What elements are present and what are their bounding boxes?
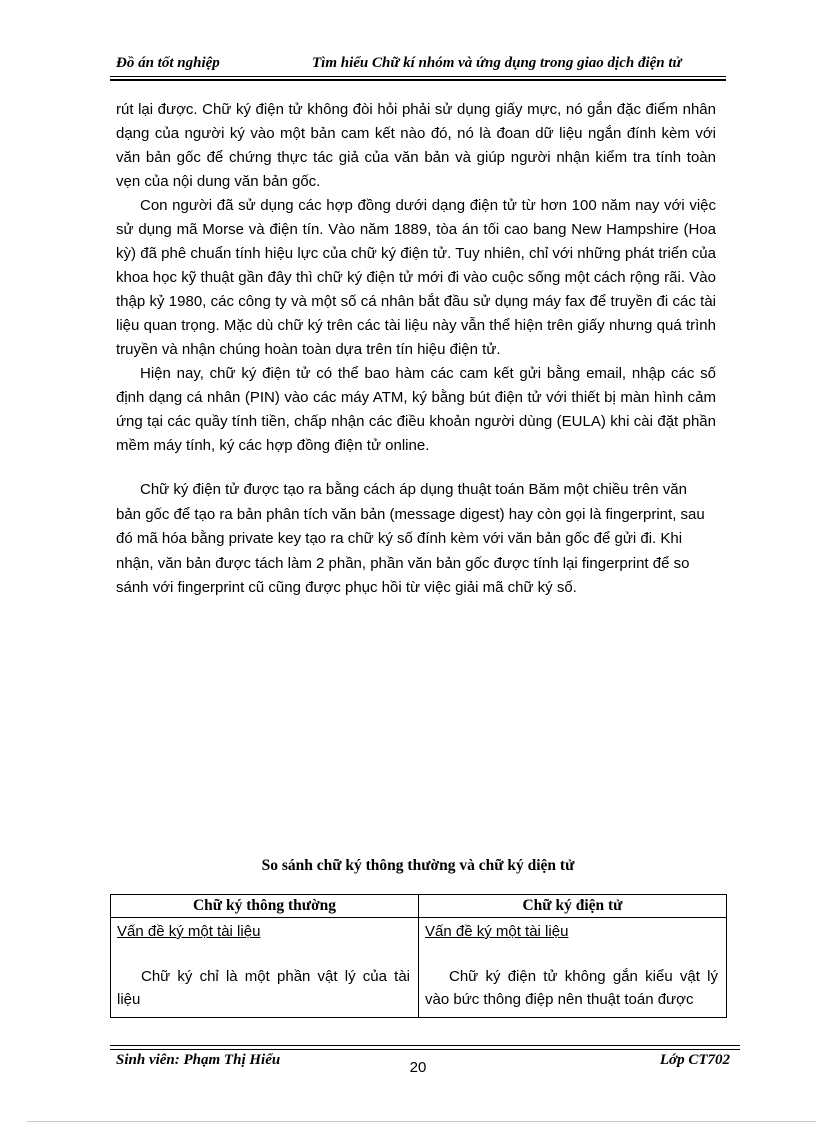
footer-student-name: Sinh viên: Phạm Thị Hiểu — [116, 1052, 281, 1068]
header-rule-thick — [110, 79, 726, 81]
cell-subheading: Vấn đề ký một tài liệu — [117, 923, 261, 940]
table-caption: So sánh chữ ký thông thường và chữ ký diện tử — [261, 857, 575, 874]
paragraph-4: Chữ ký điện tử được tạo ra bằng cách áp dụng thuật toán Băm một chiều trên văn bản gốc để tạo ra bản phân tích văn bản (message digest) hay còn gọi là fingerprint, sau đó mã hóa bằng private key tạo ra chữ ký số đính kèm với văn bản gốc để gửi đi. Khi nhận, văn bản được tách làm 2 phần, phần văn bản gốc được tính lại fingerprint để so sánh với fingerprint cũ cũng được phục hồi từ việc giải mã chữ ký số. — [116, 481, 705, 596]
column-header-electronic: Chữ ký điện tử — [419, 895, 727, 918]
comparison-table — [110, 894, 727, 1018]
cell-description: Chữ ký điện tử không gắn kiểu vật lý vào bức thông điệp nên thuật toán được — [425, 968, 718, 1008]
cell-traditional — [111, 918, 419, 1018]
paragraph-2: Con người đã sử dụng các hợp đồng dưới dạng điện tử từ hơn 100 năm nay với việc sử dụng mã Morse và điện tín. Vào năm 1889, tòa án tối cao bang New Hampshire (Hoa kỳ) đã phê chuẩn tính hiệu lực của chữ ký điện tử. Tuy nhiên, chỉ với những phát triển của khoa học kỹ thuật gần đây thì chữ ký điện tử mới đi vào cuộc sống một cách rộng rãi. Vào thập kỷ 1980, các công ty và một số cá nhân bắt đầu sử dụng máy fax để truyền đi các tài liệu quan trọng. Mặc dù chữ ký trên các tài liệu này vẫn thể hiện trên giấy nhưng quá trình truyền và nhận chúng hoàn toàn dựa trên tín hiệu điện tử. — [116, 197, 716, 358]
header-rule — [110, 76, 726, 77]
footer-rule — [110, 1045, 740, 1046]
cell-subheading: Vấn đề ký một tài liệu — [425, 923, 569, 940]
footer-rule-double — [110, 1049, 740, 1050]
column-header-traditional: Chữ ký thông thường — [111, 895, 419, 918]
body-text — [116, 98, 716, 601]
header-thesis-title: Tìm hiểu Chữ kí nhóm và ứng dụng trong giao dịch điện tử — [312, 55, 682, 71]
cell-description: Chữ ký chỉ là một phần vật lý của tài liệu — [117, 968, 410, 1008]
page-number: 20 — [409, 1059, 427, 1076]
cell-electronic — [419, 918, 727, 1018]
footer-class: Lớp CT702 — [659, 1052, 730, 1068]
table-row — [111, 918, 727, 1018]
page-edge-rule — [27, 1121, 816, 1122]
header-thesis-label: Đồ án tốt nghiệp — [116, 55, 220, 71]
paragraph-1: rút lại được. Chữ ký điện tử không đòi hỏi phải sử dụng giấy mực, nó gắn đặc điểm nhân dạng của người ký vào một bản cam kết nào đó, nó là đoan dữ liệu ngắn đính kèm với văn bản gốc để chứng thực tác giả của văn bản và giúp người nhận kiểm tra tính toàn vẹn của nội dung văn bản gốc. — [116, 101, 716, 190]
table-header-row — [111, 895, 727, 918]
paragraph-3: Hiện nay, chữ ký điện tử có thể bao hàm các cam kết gửi bằng email, nhập các số định dạng cá nhân (PIN) vào các máy ATM, ký bằng bút điện tử với thiết bị màn hình cảm ứng tại các quầy tính tiền, chấp nhận các điều khoản người dùng (EULA) khi cài đặt phần mềm máy tính, ký các hợp đồng điện tử online. — [116, 365, 716, 454]
paragraph-gap — [116, 458, 716, 478]
